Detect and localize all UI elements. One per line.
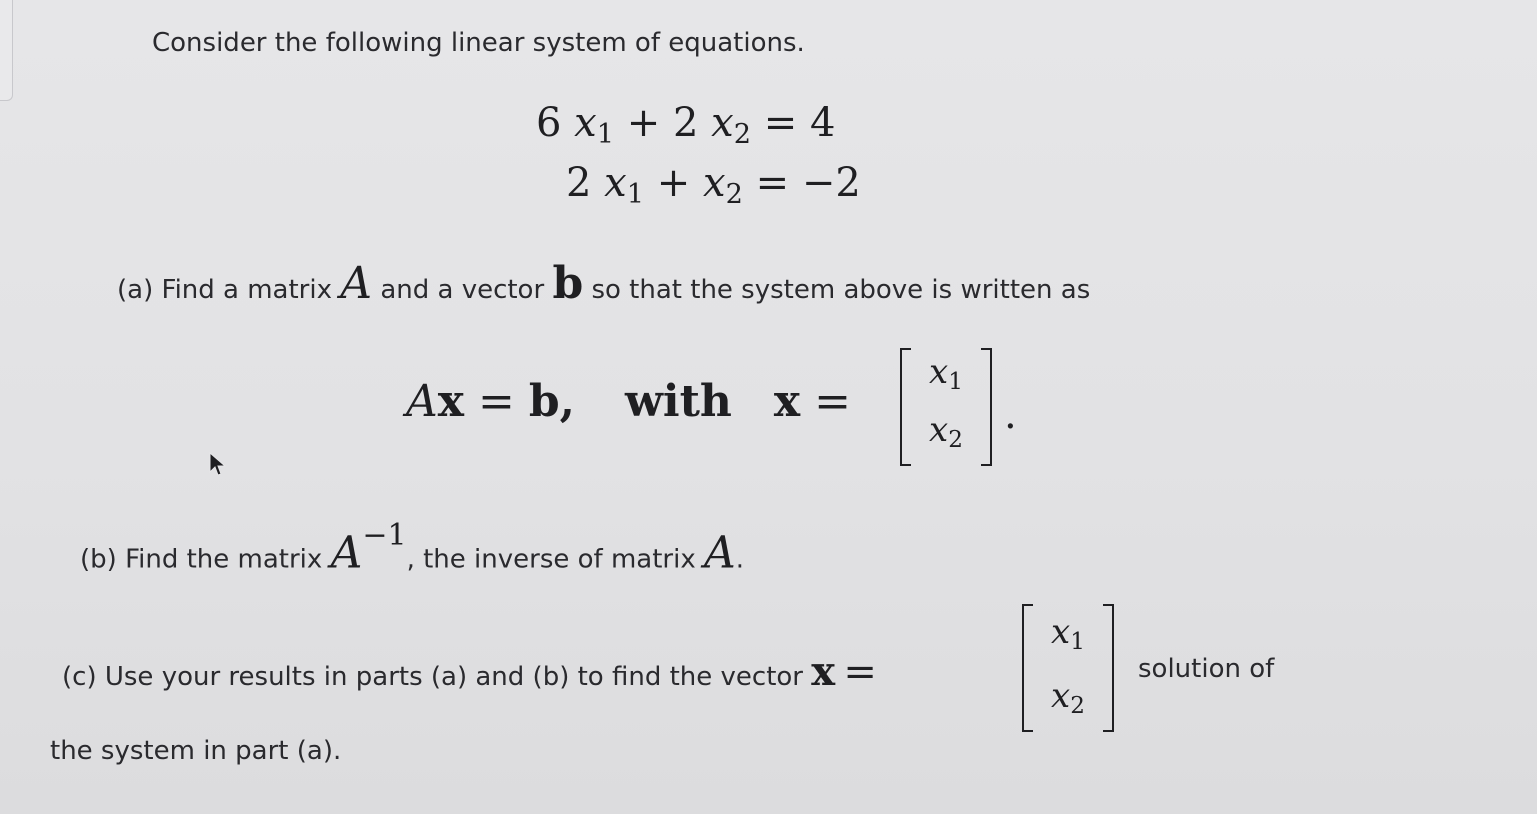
part-b-label: (b) (80, 544, 117, 575)
vec-bot-sub: 2 (1070, 692, 1085, 719)
eq1-rhs: 4 (810, 100, 836, 146)
vec-top-sub: 1 (948, 368, 963, 395)
eq1-sub2: 2 (733, 118, 752, 150)
part-a-vector-top (900, 352, 992, 395)
part-b-end: . (735, 544, 745, 575)
part-a-eq-equals2: = (814, 376, 851, 427)
part-a-eq-x2: x (773, 376, 801, 427)
vec-top-sub: 1 (1070, 628, 1085, 655)
vec-bot-sub: 2 (948, 426, 963, 453)
part-a-eq-x: x (437, 376, 465, 427)
eq2-rhs: −2 (801, 160, 861, 206)
part-a-text1: Find a matrix (161, 275, 332, 305)
part-b-superscript: −1 (362, 518, 407, 553)
page-edge (0, 0, 13, 101)
part-c-equals: = (843, 649, 877, 695)
part-a-symbol-b: b (552, 258, 584, 309)
part-b-symbol-A: A (330, 527, 363, 579)
part-a-vector-bottom (900, 410, 992, 453)
part-b-text1: Find the matrix (125, 544, 323, 575)
mouse-cursor-icon (208, 452, 228, 478)
part-b-symbol-A2: A (703, 527, 736, 579)
part-c-text (62, 648, 877, 695)
part-b-text (80, 518, 744, 579)
eq2-coef1: 2 (566, 160, 592, 206)
part-a-eq-equals: = (478, 376, 515, 427)
part-a-symbol-A: A (340, 258, 373, 309)
vec-top-var: x (929, 352, 949, 392)
eq2-plus: + (656, 160, 691, 206)
equation-1 (536, 100, 835, 150)
eq1-coef1: 6 (536, 100, 562, 146)
eq2-var2: x (703, 160, 726, 206)
equation-2 (566, 160, 861, 210)
part-a-text2: and a vector (380, 275, 545, 305)
vec-bot-var: x (1051, 676, 1071, 716)
eq2-equals: = (755, 160, 790, 206)
vec-top-var: x (1051, 612, 1071, 652)
intro-text: Consider the following linear system of equations. (152, 28, 805, 58)
part-c-vector (1022, 604, 1114, 732)
part-c-text3: the system in part (a). (50, 736, 342, 766)
part-a-text (117, 258, 1090, 309)
eq1-plus: + (626, 100, 661, 146)
part-a-text3: so that the system above is written as (591, 275, 1091, 305)
part-a-period: . (1004, 392, 1017, 438)
eq1-equals: = (763, 100, 798, 146)
eq1-sub1: 1 (596, 118, 615, 150)
part-b-text2: , the inverse of matrix (406, 544, 696, 575)
eq1-coef2: 2 (673, 100, 699, 146)
part-a-equation (406, 376, 851, 427)
eq1-var2: x (711, 100, 734, 146)
eq2-sub2: 2 (725, 178, 743, 210)
part-c-symbol-x: x (811, 648, 836, 695)
part-a-vector (900, 348, 992, 466)
eq2-var1: x (604, 160, 627, 206)
part-c-vector-top (1022, 612, 1114, 655)
part-a-eq-A: A (406, 376, 438, 427)
vec-bot-var: x (929, 410, 949, 450)
part-a-eq-b: b, (528, 376, 575, 427)
eq2-sub1: 1 (626, 178, 645, 210)
part-c-text1: Use your results in parts (a) and (b) to find the vector (104, 662, 803, 692)
part-a-eq-with: with (624, 376, 732, 427)
part-c-vector-bottom (1022, 676, 1114, 719)
part-a-label: (a) (117, 275, 154, 305)
part-c-text2: solution of (1138, 654, 1275, 684)
part-c-label: (c) (62, 662, 97, 692)
eq1-var1: x (574, 100, 597, 146)
